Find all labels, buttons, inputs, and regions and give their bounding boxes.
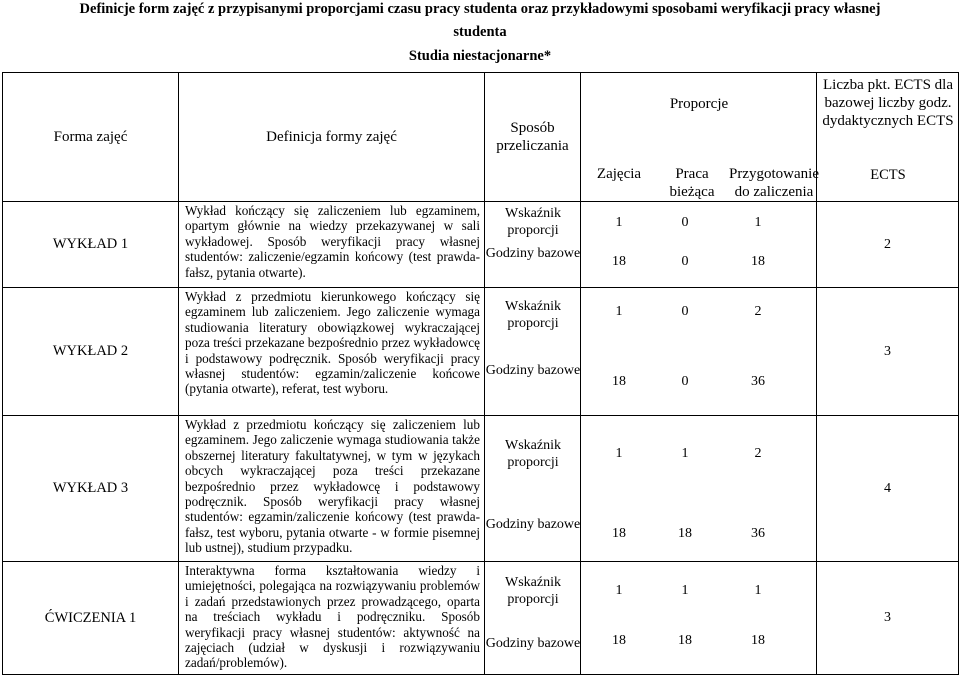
current-work-label: Praca bieżąca: [669, 166, 715, 200]
hours-prep: 36: [751, 374, 765, 389]
hours-current: 18: [678, 526, 692, 541]
definition-cell: Wykład kończący się zaliczeniem lub egzaminem, opartym głównie na wiedzy przekazywanej w sali wykładowej. Sposób weryfikacji pracy własnej studentów: zaliczenie/egzamin końcowy (test prawda-fałsz, pytania otwarte).: [179, 202, 485, 288]
header-method-label: Sposób przeliczania: [496, 120, 569, 154]
hours-classes: 18: [612, 254, 626, 269]
ects-cell: 4: [817, 416, 959, 562]
ratio-classes: 1: [615, 583, 623, 598]
hours-current: 0: [681, 254, 689, 269]
form-cell: WYKŁAD 3: [3, 416, 179, 562]
table-header-row: [3, 73, 959, 202]
form-cell: WYKŁAD 1: [3, 202, 179, 288]
table-row: [3, 202, 959, 288]
classes-label: Zajęcia: [596, 166, 642, 182]
ratio-current: 0: [681, 215, 689, 230]
ratio-label: Wskaźnik proporcji: [505, 575, 561, 607]
ratio-classes: 1: [615, 304, 623, 319]
ects-cell: 2: [817, 202, 959, 288]
document-title-continued: studenta: [453, 24, 507, 40]
ratio-prep: 1: [754, 583, 762, 598]
header-ects: [817, 73, 959, 202]
preparation-label: Przygotowanie do zaliczenia: [729, 166, 819, 200]
proportions-cell: [581, 562, 817, 675]
method-cell: [485, 562, 581, 675]
hours-prep: 18: [751, 633, 765, 648]
ratio-label: Wskaźnik proporcji: [505, 438, 561, 470]
header-form-label: Forma zajęć: [53, 129, 128, 145]
form-cell: ĆWICZENIA 1: [3, 562, 179, 675]
header-proportions: [581, 73, 817, 202]
document-subtitle: Studia niestacjonarne*: [408, 48, 552, 64]
ects-cell: 3: [817, 562, 959, 675]
header-definition: [179, 73, 485, 202]
ects-label: ECTS: [870, 167, 906, 183]
ratio-current: 1: [681, 583, 689, 598]
hours-label: Godziny bazowe: [485, 246, 581, 261]
proportions-label: Proporcje: [669, 96, 729, 112]
hours-current: 0: [681, 374, 689, 389]
header-form: [3, 73, 179, 202]
ratio-current: 0: [681, 304, 689, 319]
ratio-current: 1: [681, 446, 689, 461]
hours-prep: 36: [751, 526, 765, 541]
hours-label: Godziny bazowe: [485, 517, 581, 532]
course-definitions-table: [2, 72, 959, 675]
ratio-prep: 1: [754, 215, 762, 230]
header-definition-label: Definicja formy zajęć: [266, 129, 397, 145]
hours-label: Godziny bazowe: [485, 636, 581, 651]
table-row: [3, 562, 959, 675]
ratio-prep: 2: [754, 446, 762, 461]
document-header: [0, 0, 960, 71]
document-title: Definicje form zajęć z przypisanymi proporcjami czasu pracy studenta oraz przykładowymi sposobami weryfikacji pracy własnej: [79, 1, 881, 17]
ects-cell: 3: [817, 288, 959, 416]
definition-cell: Wykład z przedmiotu kończący się zaliczeniem lub egzaminem. Jego zaliczenie wymaga studiowania także obszernej literatury fakultatywnej, w tym w językach obcych wykraczającej poza treści przekazane bezpośrednio przez wykładowcę i podstawowy podręcznik. Sposób weryfikacji pracy własnej studentów: egzamin/zaliczenie końcowy (test prawda-fałsz, test wyboru, pytania otwarte - w formie pisemnej lub ustnej), studium przypadku.: [179, 416, 485, 562]
definition-cell: Interaktywna forma kształtowania wiedzy i umiejętności, polegająca na rozwiązywaniu problemów i zadań przedstawionych przez prowadzącego, oparta na treściach wykładu i podręczniku. Sposób weryfikacji pracy własnej studentów: aktywność na zajęciach (udział w dyskusji i rozwiązywaniu zadań/problemów).: [179, 562, 485, 675]
ratio-prep: 2: [754, 304, 762, 319]
table-row: [3, 288, 959, 416]
form-cell: WYKŁAD 2: [3, 288, 179, 416]
hours-label: Godziny bazowe: [485, 363, 581, 378]
method-cell: [485, 202, 581, 288]
ects-count-label: Liczba pkt. ECTS dla bazowej liczby godz. dydaktycznych ECTS: [822, 77, 954, 129]
hours-classes: 18: [612, 374, 626, 389]
hours-classes: 18: [612, 633, 626, 648]
hours-classes: 18: [612, 526, 626, 541]
method-cell: [485, 416, 581, 562]
method-cell: [485, 288, 581, 416]
ratio-classes: 1: [615, 446, 623, 461]
proportions-cell: [581, 202, 817, 288]
proportions-cell: [581, 416, 817, 562]
ratio-label: Wskaźnik proporcji: [505, 299, 561, 331]
ratio-classes: 1: [615, 215, 623, 230]
header-method: [485, 73, 581, 202]
proportions-cell: [581, 288, 817, 416]
table-row: [3, 416, 959, 562]
hours-current: 18: [678, 633, 692, 648]
definition-cell: Wykład z przedmiotu kierunkowego kończący się egzaminem lub zaliczeniem. Jego zaliczenie wymaga studiowania literatury obowiązkowej wykraczającej poza treści przekazane bezpośrednio przez wykładowcę i podstawowy podręcznik. Sposób weryfikacji pracy własnej studentów: egzamin/zaliczenie końcowe (pytania otwarte), referat, test wyboru.: [179, 288, 485, 416]
ratio-label: Wskaźnik proporcji: [505, 206, 561, 238]
hours-prep: 18: [751, 254, 765, 269]
